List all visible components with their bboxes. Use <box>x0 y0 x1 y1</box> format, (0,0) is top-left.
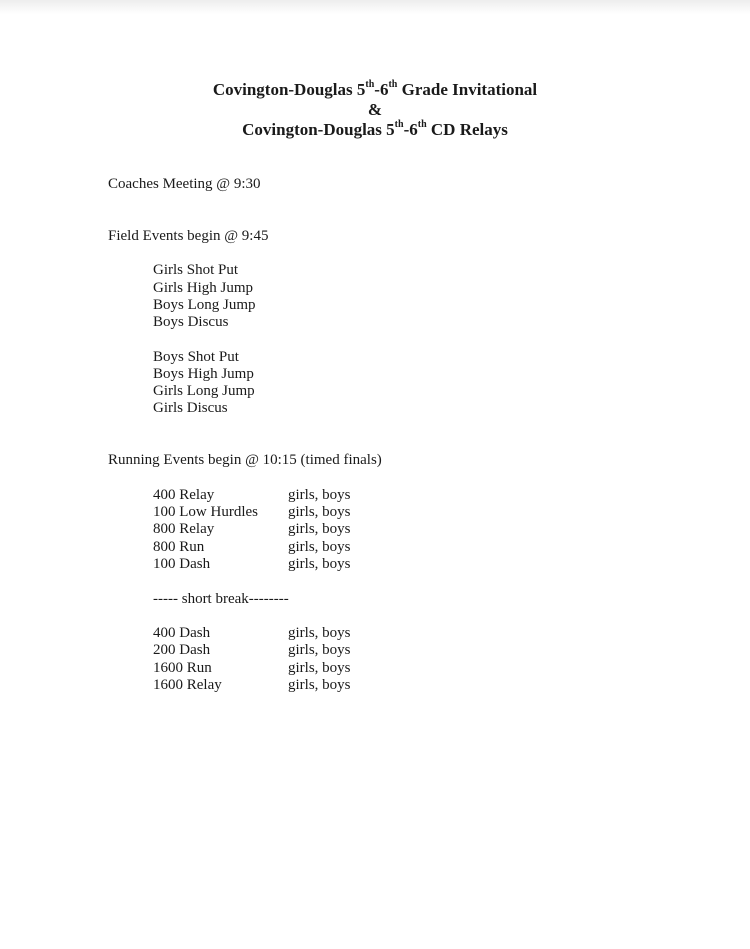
title-line-3: Covington-Douglas 5th-6th CD Relays <box>242 119 508 139</box>
running-event-name: 1600 Relay <box>153 677 222 693</box>
short-break-divider: ----- short break-------- <box>153 591 289 607</box>
field-event-item: Boys High Jump <box>153 366 254 382</box>
running-event-divisions: girls, boys <box>288 556 351 572</box>
running-event-name: 400 Dash <box>153 625 211 641</box>
running-event-divisions: girls, boys <box>288 504 351 520</box>
running-event-divisions: girls, boys <box>288 487 351 503</box>
running-event-divisions: girls, boys <box>288 625 351 641</box>
running-event-divisions: girls, boys <box>288 539 351 555</box>
field-event-item: Boys Shot Put <box>153 349 239 365</box>
running-event-name: 100 Low Hurdles <box>153 504 258 520</box>
document-title <box>0 80 750 140</box>
title-ampersand: & <box>367 100 383 119</box>
running-event-name: 1600 Run <box>153 660 212 676</box>
field-event-item: Boys Discus <box>153 314 229 330</box>
running-events-heading: Running Events begin @ 10:15 (timed finals) <box>108 452 382 468</box>
field-events-heading: Field Events begin @ 9:45 <box>108 228 269 244</box>
coaches-meeting: Coaches Meeting @ 9:30 <box>108 176 261 192</box>
running-event-name: 200 Dash <box>153 642 211 658</box>
running-event-name: 400 Relay <box>153 487 215 503</box>
field-event-item: Girls Discus <box>153 400 228 416</box>
field-event-item: Girls Shot Put <box>153 262 239 278</box>
running-event-divisions: girls, boys <box>288 521 351 537</box>
running-event-name: 100 Dash <box>153 556 211 572</box>
running-event-divisions: girls, boys <box>288 660 351 676</box>
field-event-item: Boys Long Jump <box>153 297 256 313</box>
field-event-item: Girls Long Jump <box>153 383 255 399</box>
title-line-1: Covington-Douglas 5th-6th Grade Invitational <box>212 79 538 99</box>
running-event-divisions: girls, boys <box>288 642 351 658</box>
running-event-name: 800 Run <box>153 539 205 555</box>
top-shade <box>0 0 750 14</box>
running-event-divisions: girls, boys <box>288 677 351 693</box>
field-event-item: Girls High Jump <box>153 280 254 296</box>
running-event-name: 800 Relay <box>153 521 215 537</box>
